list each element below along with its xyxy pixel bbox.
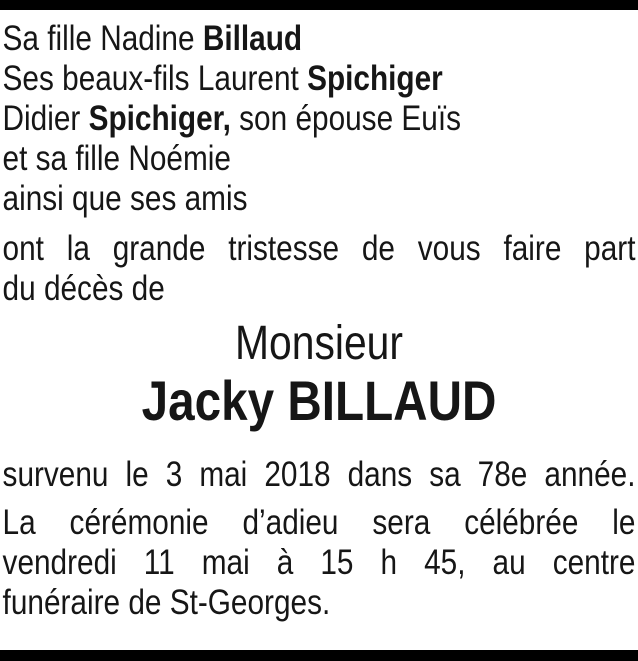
family-line-3-pre: Didier [2, 99, 89, 138]
family-line-2-surname: Spichiger [307, 59, 443, 98]
announcement-paragraph [3, 229, 636, 309]
family-line-5-pre: ainsi que ses amis [2, 179, 248, 218]
family-line-4 [3, 139, 636, 179]
family-line-4-pre: et sa fille Noémie [2, 139, 231, 178]
family-line-3-post: son épouse Euïs [230, 99, 461, 138]
family-line-3 [3, 99, 636, 139]
family-lines-paragraph [3, 19, 636, 219]
family-line-2 [3, 59, 636, 99]
family-line-1-surname: Billaud [202, 19, 303, 58]
bottom-rule [0, 650, 638, 661]
death-date-paragraph [3, 455, 636, 495]
ceremony-line-2: vendredi 11 mai à 15 h 45, au centre [2, 543, 636, 582]
ceremony-paragraph [3, 503, 636, 623]
deceased-name: Jacky BILLAUD [141, 369, 497, 432]
family-line-5 [3, 179, 636, 219]
family-line-1 [3, 19, 636, 59]
obituary-notice [0, 10, 638, 623]
ceremony-line-3: funéraire de St-Georges. [2, 583, 331, 622]
family-line-3-surname: Spichiger, [88, 99, 231, 138]
death-date-line: survenu le 3 mai 2018 dans sa 78e année. [2, 455, 636, 494]
top-rule [0, 0, 638, 10]
family-line-1-pre: Sa fille Nadine [2, 19, 203, 58]
announcement-line-2: du décès de [2, 269, 165, 308]
family-line-2-pre: Ses beaux-fils Laurent [2, 59, 308, 98]
ceremony-line-1: La cérémonie d’adieu sera célébrée le [2, 503, 636, 542]
announcement-line-1: ont la grande tristesse de vous faire part [2, 229, 636, 268]
civility-title: Monsieur [235, 317, 403, 370]
